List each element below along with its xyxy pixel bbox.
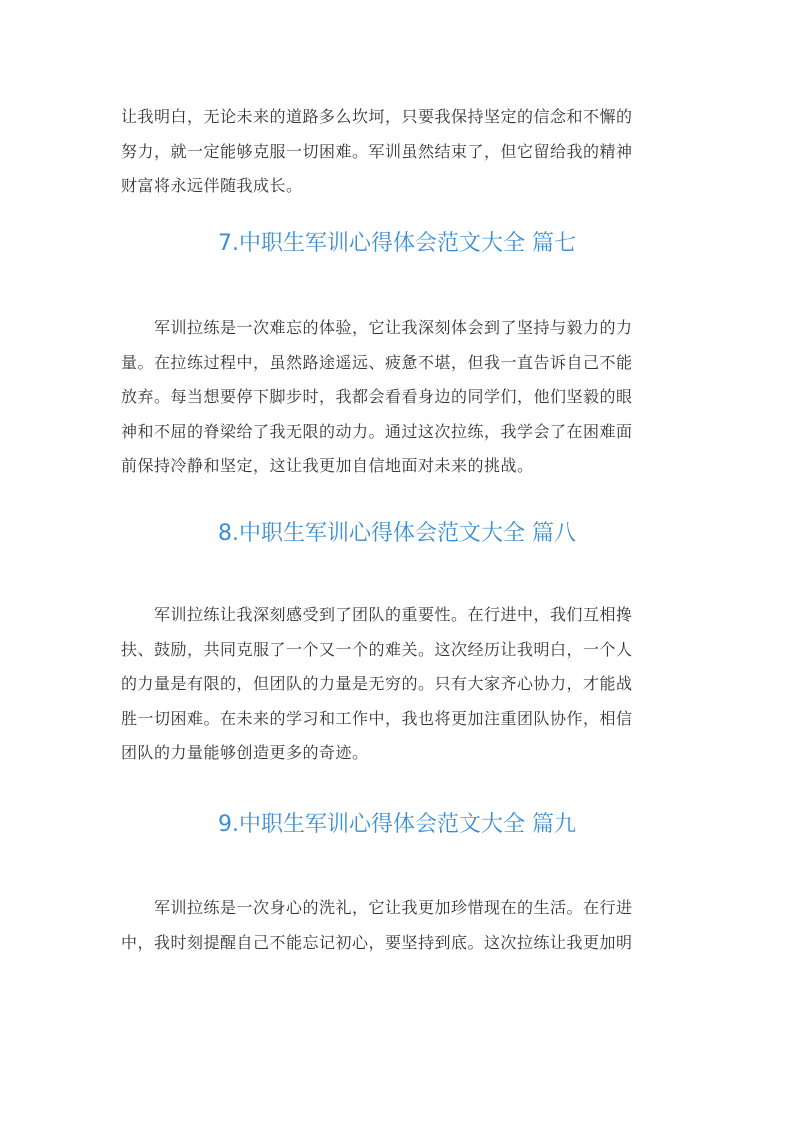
- text-line: 军训拉练是一次身心的洗礼，它让我更加珍惜现在的生活。在行进: [121, 898, 633, 917]
- text-line: 放弃。每当想要停下脚步时，我都会看看身边的同学们，他们坚毅的眼: [121, 387, 633, 406]
- text-line: 让我明白，无论未来的道路多么坎坷，只要我保持坚定的信念和不懈的: [121, 107, 633, 126]
- text-line: 努力，就一定能够克服一切困难。军训虽然结束了，但它留给我的精神: [121, 141, 633, 161]
- text-line: 中，我时刻提醒自己不能忘记初心，要坚持到底。这次拉练让我更加明: [121, 932, 633, 952]
- section-paragraph-8: [121, 598, 674, 771]
- section-heading-8: 8.中职生军训心得体会范文大全 篇八: [218, 521, 576, 546]
- section-paragraph-9: [121, 891, 674, 960]
- section-heading-9: 9.中职生军训心得体会范文大全 篇九: [218, 812, 576, 837]
- text-line: 军训拉练是一次难忘的体验，它让我深刻体会到了坚持与毅力的力: [121, 318, 633, 337]
- text-line: 前保持冷静和坚定，这让我更加自信地面对未来的挑战。: [121, 456, 534, 475]
- text-line: 军训拉练让我深刻感受到了团队的重要性。在行进中，我们互相搀: [121, 605, 633, 624]
- section-paragraph-7: [121, 311, 674, 484]
- text-line: 团队的力量能够创造更多的奇迹。: [121, 743, 369, 762]
- text-line: 财富将永远伴随我成长。: [121, 176, 303, 195]
- text-line: 神和不屈的脊梁给了我无限的动力。通过这次拉练，我学会了在困难面: [121, 421, 633, 441]
- text-line: 的力量是有限的，但团队的力量是无穷的。只有大家齐心协力，才能战: [121, 674, 633, 693]
- intro-paragraph: [121, 100, 674, 204]
- section-heading-7: 7.中职生军训心得体会范文大全 篇七: [218, 231, 576, 256]
- text-line: 胜一切困难。在未来的学习和工作中，我也将更加注重团队协作，相信: [121, 708, 633, 728]
- text-line: 量。在拉练过程中，虽然路途遥远、疲惫不堪，但我一直告诉自己不能: [121, 352, 633, 372]
- text-line: 扶、鼓励，共同克服了一个又一个的难关。这次经历让我明白，一个人: [121, 639, 633, 659]
